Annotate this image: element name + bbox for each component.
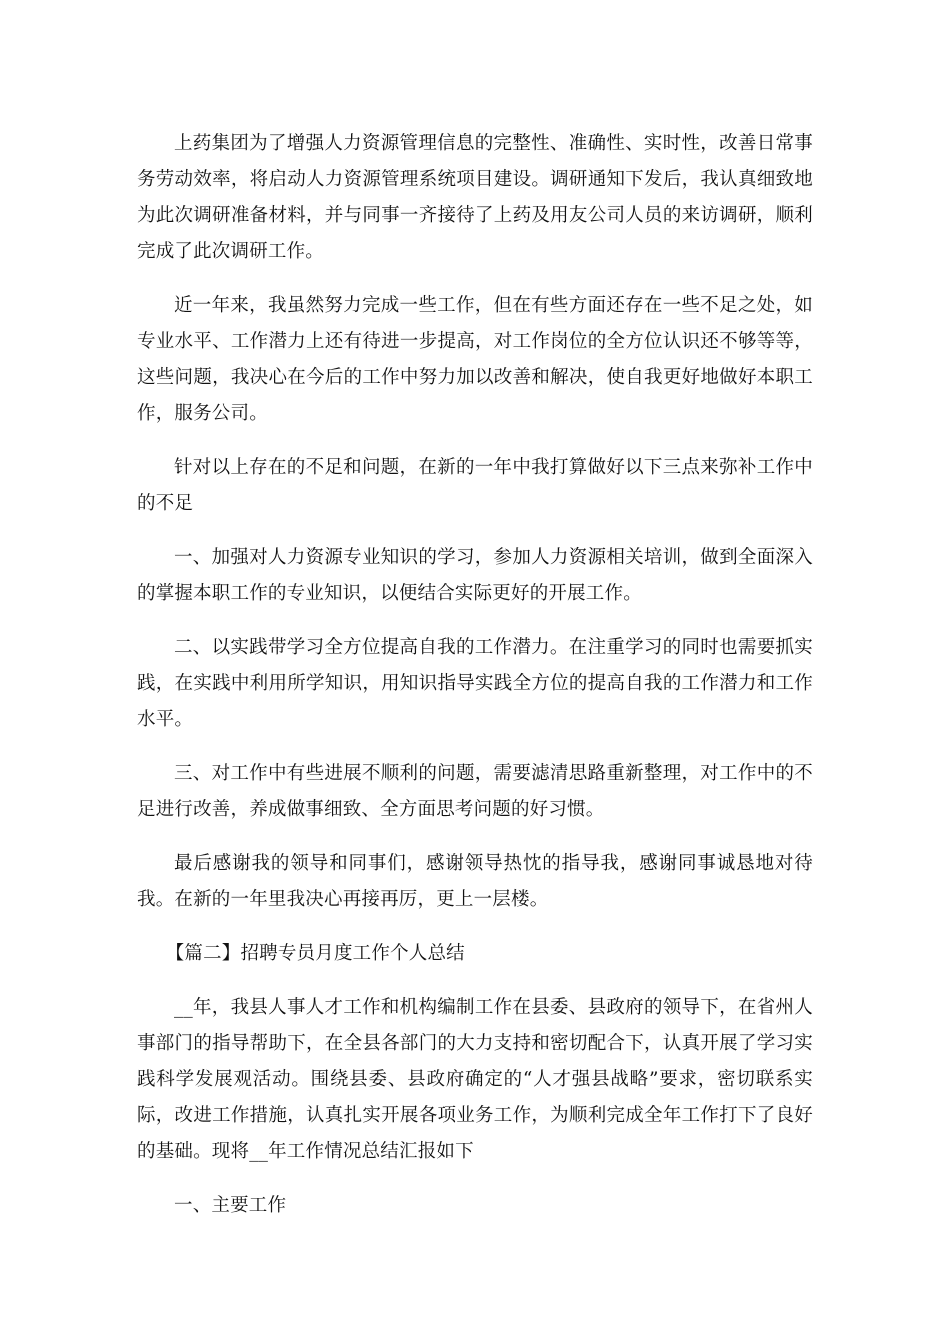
paragraph-1: 上药集团为了增强人力资源管理信息的完整性、准确性、实时性，改善日常事务劳动效率，将启动人力资源管理系统项目建设。调研通知下发后，我认真细致地为此次调研准备材料，并与同事一齐接待了上药及用友公司人员的来访调研，顺利完成了此次调研工作。: [137, 133, 813, 262]
paragraph-5: 二、以实践带学习全方位提高自我的工作潜力。在注重学习的同时也需要抓实践，在实践中利用所学知识，用知识指导实践全方位的提高自我的工作潜力和工作水平。: [137, 637, 813, 730]
section-paragraph-1: __年，我县人事人才工作和机构编制工作在县委、县政府的领导下，在省州人事部门的指导帮助下，在全县各部门的大力支持和密切配合下，认真开展了学习实践科学发展观活动。围绕县委、县政府确定的“人才强县战略”要求，密切联系实际，改进工作措施，认真扎实开展各项业务工作，为顺利完成全年工作打下了良好的基础。现将__年工作情况总结汇报如下: [137, 997, 813, 1162]
document-body: [137, 126, 813, 1224]
paragraph-4: 一、加强对人力资源专业知识的学习，参加人力资源相关培训，做到全面深入的掌握本职工作的专业知识，以便结合实际更好的开展工作。: [137, 547, 813, 604]
section-heading: 【篇二】招聘专员月度工作个人总结: [165, 943, 465, 964]
paragraph-7: 最后感谢我的领导和同事们，感谢领导热忱的指导我，感谢同事诚恳地对待我。在新的一年里我决心再接再厉，更上一层楼。: [137, 853, 813, 910]
paragraph-6: 三、对工作中有些进展不顺利的问题，需要滤清思路重新整理，对工作中的不足进行改善，养成做事细致、全方面思考问题的好习惯。: [137, 763, 813, 820]
section-paragraph-2: 一、主要工作: [174, 1195, 287, 1216]
paragraph-3: 针对以上存在的不足和问题，在新的一年中我打算做好以下三点来弥补工作中的不足: [137, 457, 813, 514]
paragraph-2: 近一年来，我虽然努力完成一些工作，但在有些方面还存在一些不足之处，如专业水平、工作潜力上还有待进一步提高，对工作岗位的全方位认识还不够等等，这些问题，我决心在今后的工作中努力加以改善和解决，使自我更好地做好本职工作，服务公司。: [137, 295, 813, 424]
